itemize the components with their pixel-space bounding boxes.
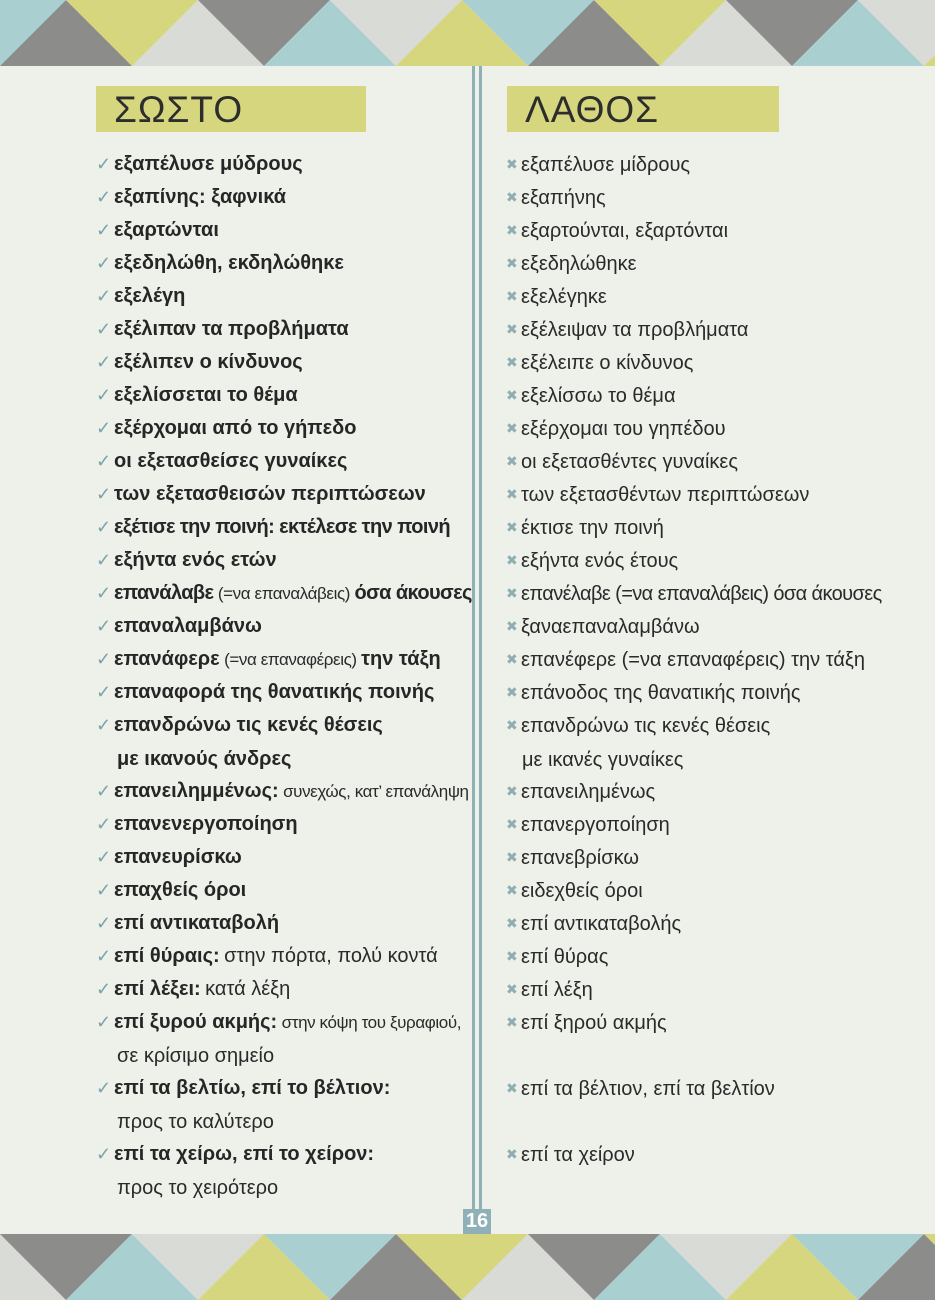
- list-item: ✖ ειδεχθείς όροι: [506, 874, 916, 907]
- cross-icon: ✖: [506, 1080, 518, 1096]
- cross-icon: ✖: [506, 453, 518, 469]
- list-item: ✓ επαναλαμβάνω: [96, 610, 468, 643]
- cross-icon: ✖: [506, 981, 518, 997]
- check-icon: ✓: [96, 385, 112, 405]
- list-item: ✓ επανειλημμένως: συνεχώς, κατ’ επανάληψη: [96, 775, 468, 808]
- list-item: ✓ επανδρώνω τις κενές θέσεις με ικανούς άνδρες: [96, 709, 468, 775]
- wrong-header: ΛΑΘΟΣ: [507, 86, 779, 132]
- check-icon: ✓: [96, 253, 112, 273]
- check-icon: ✓: [96, 550, 112, 570]
- cross-icon: ✖: [506, 288, 518, 304]
- list-item: ✖ επανέφερε (=να επαναφέρεις) την τάξη: [506, 643, 916, 676]
- cross-icon: ✖: [506, 816, 518, 832]
- check-icon: ✓: [96, 814, 112, 834]
- list-item: ✖ εξαρτούνται, εξαρτόνται: [506, 214, 916, 247]
- list-item: ✖ οι εξετασθέντες γυναίκες: [506, 445, 916, 478]
- list-item: ✓ επανάλαβε (=να επαναλάβεις) όσα άκουσες: [96, 577, 468, 610]
- list-item: ✖ επί λέξη: [506, 973, 916, 1006]
- cross-icon: ✖: [506, 915, 518, 931]
- list-item: ✖ επανειλημένως: [506, 775, 916, 808]
- cross-icon: ✖: [506, 519, 518, 535]
- list-item: ✓ επανενεργοποίηση: [96, 808, 468, 841]
- check-icon: ✓: [96, 1078, 112, 1098]
- check-icon: ✓: [96, 187, 112, 207]
- list-item: ✓ επί ξυρού ακμής: στην κόψη του ξυραφιού, σε κρίσιμο σημείο: [96, 1006, 468, 1072]
- list-item: ✓ εξαρτώνται: [96, 214, 468, 247]
- list-item: ✓ οι εξετασθείσες γυναίκες: [96, 445, 468, 478]
- check-icon: ✓: [96, 319, 112, 339]
- check-icon: ✓: [96, 1012, 112, 1032]
- cross-icon: ✖: [506, 552, 518, 568]
- list-item: ✓ επί τα βελτίω, επί το βέλτιον: προς το καλύτερο: [96, 1072, 468, 1138]
- list-item: ✖ επί αντικαταβολής: [506, 907, 916, 940]
- list-item: ✓ εξέρχομαι από το γήπεδο: [96, 412, 468, 445]
- cross-icon: ✖: [506, 255, 518, 271]
- cross-icon: ✖: [506, 684, 518, 700]
- list-item: ✖ επανδρώνω τις κενές θέσεις με ικανές γυναίκες: [506, 709, 916, 775]
- check-icon: ✓: [96, 484, 112, 504]
- list-item: ✓ εξέλιπαν τα προβλήματα: [96, 313, 468, 346]
- correct-header: ΣΩΣΤΟ: [96, 86, 366, 132]
- bottom-triangle-band: [0, 1234, 935, 1300]
- cross-icon: ✖: [506, 189, 518, 205]
- list-item: ✓ επί θύραις: στην πόρτα, πολύ κοντά: [96, 940, 468, 973]
- cross-icon: ✖: [506, 156, 518, 172]
- list-item: ✖ επί ξηρού ακμής: [506, 1006, 916, 1039]
- cross-icon: ✖: [506, 387, 518, 403]
- list-item: ✓ εξελέγη: [96, 280, 468, 313]
- cross-icon: ✖: [506, 222, 518, 238]
- cross-icon: ✖: [506, 618, 518, 634]
- cross-icon: ✖: [506, 849, 518, 865]
- list-item: ✓ εξαπέλυσε μύδρους: [96, 148, 468, 181]
- list-item: ✓ εξήντα ενός ετών: [96, 544, 468, 577]
- check-icon: ✓: [96, 352, 112, 372]
- list-item: ✖ των εξετασθέντων περιπτώσεων: [506, 478, 916, 511]
- spacer: [506, 1039, 916, 1072]
- column-divider: [469, 66, 485, 1212]
- cross-icon: ✖: [506, 354, 518, 370]
- list-item: ✓ εξαπίνης: ξαφνικά: [96, 181, 468, 214]
- list-item: ✓ επανευρίσκω: [96, 841, 468, 874]
- list-item: ✓ εξέλιπεν ο κίνδυνος: [96, 346, 468, 379]
- list-item: ✖ επί τα βέλτιον, επί τα βελτίον: [506, 1072, 916, 1105]
- check-icon: ✓: [96, 913, 112, 933]
- check-icon: ✓: [96, 979, 112, 999]
- check-icon: ✓: [96, 154, 112, 174]
- list-item: ✓ επανάφερε (=να επαναφέρεις) την τάξη: [96, 643, 468, 676]
- list-item: ✖ εξεδηλώθηκε: [506, 247, 916, 280]
- cross-icon: ✖: [506, 585, 518, 601]
- list-item: ✖ επανεβρίσκω: [506, 841, 916, 874]
- check-icon: ✓: [96, 649, 112, 669]
- list-item: ✖ εξέλειψαν τα προβλήματα: [506, 313, 916, 346]
- cross-icon: ✖: [506, 321, 518, 337]
- list-item: ✖ εξήντα ενός έτους: [506, 544, 916, 577]
- list-item: ✖ επί τα χείρον: [506, 1138, 916, 1171]
- list-item: ✓ επαχθείς όροι: [96, 874, 468, 907]
- check-icon: ✓: [96, 682, 112, 702]
- check-icon: ✓: [96, 715, 112, 735]
- list-item: ✖ επανεργοποίηση: [506, 808, 916, 841]
- list-item: ✖ εξελίσσω το θέμα: [506, 379, 916, 412]
- list-item: ✖ εξελέγηκε: [506, 280, 916, 313]
- check-icon: ✓: [96, 286, 112, 306]
- cross-icon: ✖: [506, 717, 518, 733]
- cross-icon: ✖: [506, 948, 518, 964]
- check-icon: ✓: [96, 946, 112, 966]
- check-icon: ✓: [96, 220, 112, 240]
- list-item: ✖ επάνοδος της θανατικής ποινής: [506, 676, 916, 709]
- list-item: ✖ έκτισε την ποινή: [506, 511, 916, 544]
- list-item: ✖ επί θύρας: [506, 940, 916, 973]
- list-item: ✓ επί τα χείρω, επί το χείρον: προς το χειρότερο: [96, 1138, 468, 1204]
- list-item: ✓ εξελίσσεται το θέμα: [96, 379, 468, 412]
- list-item: ✓ εξεδηλώθη, εκδηλώθηκε: [96, 247, 468, 280]
- cross-icon: ✖: [506, 486, 518, 502]
- list-item: ✓ εξέτισε την ποινή: εκτέλεσε την ποινή: [96, 511, 468, 544]
- list-item: ✓ των εξετασθεισών περιπτώσεων: [96, 478, 468, 511]
- correct-list: [96, 148, 472, 1204]
- list-item: ✓ επί αντικαταβολή: [96, 907, 468, 940]
- list-item: ✖ εξέλειπε ο κίνδυνος: [506, 346, 916, 379]
- cross-icon: ✖: [506, 1146, 518, 1162]
- check-icon: ✓: [96, 1144, 112, 1164]
- list-item: ✓ επαναφορά της θανατικής ποινής: [96, 676, 468, 709]
- check-icon: ✓: [96, 517, 112, 537]
- cross-icon: ✖: [506, 651, 518, 667]
- check-icon: ✓: [96, 616, 112, 636]
- list-item: ✖ επανέλαβε (=να επαναλάβεις) όσα άκουσες: [506, 577, 916, 610]
- check-icon: ✓: [96, 451, 112, 471]
- cross-icon: ✖: [506, 783, 518, 799]
- check-icon: ✓: [96, 418, 112, 438]
- list-item: ✖ εξαπέλυσε μίδρους: [506, 148, 916, 181]
- check-icon: ✓: [96, 781, 112, 801]
- check-icon: ✓: [96, 880, 112, 900]
- cross-icon: ✖: [506, 1014, 518, 1030]
- list-item: ✓ επί λέξει: κατά λέξη: [96, 973, 468, 1006]
- top-triangle-band: [0, 0, 935, 66]
- check-icon: ✓: [96, 847, 112, 867]
- wrong-list: [506, 148, 916, 1171]
- cross-icon: ✖: [506, 882, 518, 898]
- spacer: [506, 1105, 916, 1138]
- list-item: ✖ εξέρχομαι του γηπέδου: [506, 412, 916, 445]
- check-icon: ✓: [96, 583, 112, 603]
- list-item: ✖ εξαπήνης: [506, 181, 916, 214]
- list-item: ✖ ξαναεπαναλαμβάνω: [506, 610, 916, 643]
- page-number: 16: [463, 1209, 491, 1234]
- cross-icon: ✖: [506, 420, 518, 436]
